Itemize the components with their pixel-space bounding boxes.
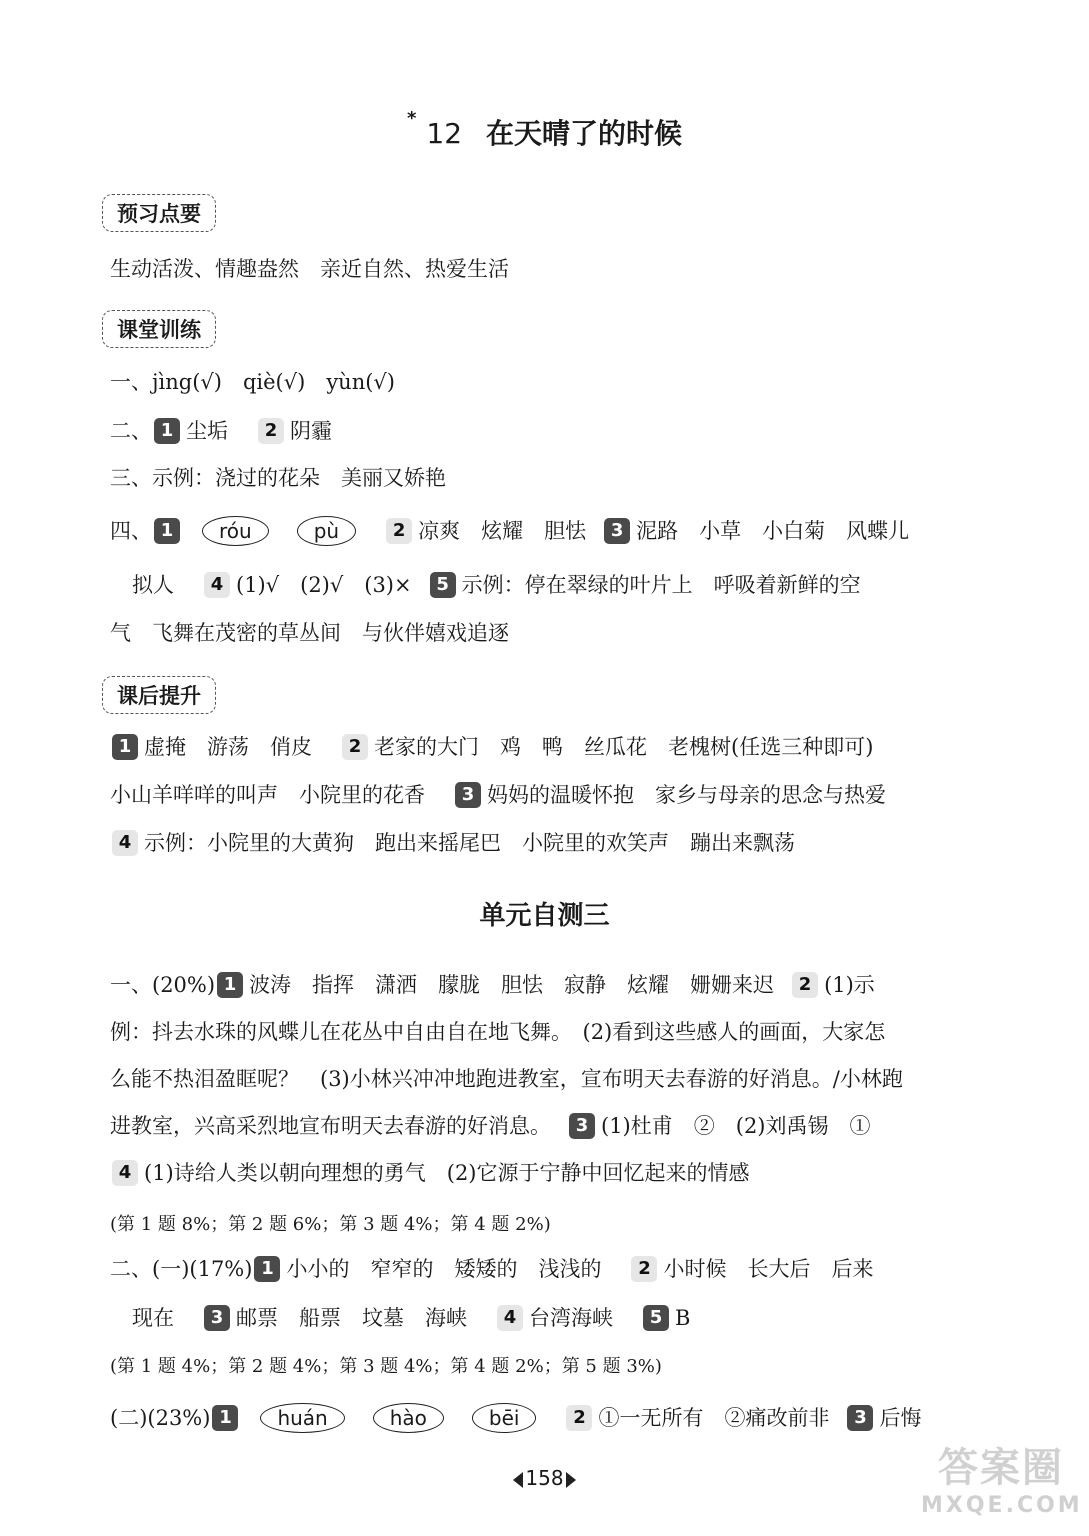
item-prefix: (二)(23%) [110, 1406, 211, 1430]
preview-line: 生动活泼、情趣盎然 亲近自然、热爱生活 [110, 257, 509, 281]
answer-text: 后悔 [879, 1406, 922, 1430]
num-badge-2: 2 [566, 1405, 592, 1431]
num-badge-2: 2 [631, 1256, 657, 1282]
lesson-name: 在天晴了的时候 [486, 117, 683, 150]
pinyin-oval: bēi [472, 1403, 537, 1433]
unit-line-2: 例：抖去水珠的风蝶儿在花丛中自由自在地飞舞。 (2)看到这些感人的画面，大家怎 [110, 1020, 886, 1044]
item-prefix: 四、 [110, 519, 152, 543]
unit-test-title: 单元自测三 [479, 901, 610, 931]
answer-text: 示例：停在翠绿的叶片上 呼吸着新鲜的空 [461, 573, 861, 597]
answer-text: 妈妈的温暖怀抱 家乡与母亲的思念与热爱 [487, 783, 886, 807]
after-line-2 [110, 780, 886, 810]
watermark-top: 答案圈 [938, 1445, 1064, 1491]
num-badge-1: 1 [154, 418, 180, 444]
item-prefix: 二、(一)(17%) [110, 1257, 253, 1281]
answer-text: 波涛 指挥 潇洒 朦胧 胆怯 寂静 炫耀 姗姗来迟 [249, 973, 775, 997]
num-badge-1: 1 [112, 734, 138, 760]
num-badge-4: 4 [112, 830, 138, 856]
unit-line-5 [110, 1158, 750, 1188]
triangle-right-icon [566, 1472, 576, 1488]
answer-text: (1)√ (2)√ (3)× [236, 573, 412, 597]
item-prefix: 二、 [110, 419, 152, 443]
num-badge-5: 5 [643, 1305, 669, 1331]
num-badge-2: 2 [386, 518, 412, 544]
unit-line-3: 么能不热泪盈眶呢？ (3)小林兴冲冲地跑进教室，宣布明天去春游的好消息。/小林跑 [110, 1067, 903, 1091]
unit-line-4 [110, 1111, 871, 1141]
answer-text: 台湾海峡 [529, 1306, 613, 1330]
answer-text: 小小的 窄窄的 矮矮的 浅浅的 [286, 1257, 602, 1281]
answer-text: 尘垢 [186, 419, 228, 443]
score-note-2: (第 1 题 4%；第 2 题 4%；第 3 题 4%；第 4 题 2%；第 5 题 3%) [110, 1356, 662, 1377]
num-badge-1: 1 [212, 1405, 238, 1431]
num-badge-3: 3 [847, 1405, 873, 1431]
answer-text: 示例：小院里的大黄狗 跑出来摇尾巴 小院里的欢笑声 蹦出来飘荡 [144, 831, 795, 855]
answer-text: 进教室，兴高采烈地宣布明天去春游的好消息。 [110, 1114, 551, 1138]
pinyin-oval: pù [297, 516, 356, 546]
answer-text: 拟人 [132, 573, 174, 597]
after-line-1 [110, 732, 873, 762]
num-badge-5: 5 [430, 572, 456, 598]
answer-text: 老家的大门 鸡 鸭 丝瓜花 老槐树(任选三种即可) [374, 735, 874, 759]
unit-line-1 [110, 970, 875, 1000]
section-preview: 预习点要 [102, 194, 216, 232]
page-number-text: 158 [525, 1466, 564, 1490]
num-badge-1: 1 [217, 972, 243, 998]
num-badge-3: 3 [604, 518, 630, 544]
unit-line-6 [110, 1254, 873, 1284]
answer-text: 小山羊咩咩的叫声 小院里的花香 [110, 783, 425, 807]
watermark-logo [921, 1436, 1081, 1526]
num-badge-2: 2 [258, 418, 284, 444]
classroom-line-6: 气 飞舞在茂密的草丛间 与伙伴嬉戏追逐 [110, 621, 509, 645]
section-after: 课后提升 [102, 676, 216, 714]
num-badge-3: 3 [204, 1305, 230, 1331]
classroom-line-3: 三、示例：浇过的花朵 美丽又娇艳 [110, 466, 446, 490]
answer-text: (1)杜甫 ② (2)刘禹锡 ① [601, 1114, 871, 1138]
answer-text: 现在 [132, 1306, 174, 1330]
triangle-left-icon [513, 1472, 523, 1488]
answer-text: B [675, 1306, 691, 1330]
answer-text: 虚掩 游荡 俏皮 [144, 735, 312, 759]
num-badge-3: 3 [569, 1113, 595, 1139]
num-badge-4: 4 [112, 1160, 138, 1186]
pinyin-oval: róu [202, 516, 269, 546]
classroom-line-1: 一、jìng(√) qiè(√) yùn(√) [110, 370, 395, 394]
answer-text: 小时候 长大后 后来 [663, 1257, 874, 1281]
classroom-line-4 [110, 516, 909, 548]
after-line-3 [110, 828, 795, 858]
num-badge-4: 4 [204, 572, 230, 598]
num-badge-4: 4 [497, 1305, 523, 1331]
lesson-title [0, 108, 1089, 152]
item-prefix: 一、(20%) [110, 973, 216, 997]
title-star: * [406, 108, 417, 129]
answer-text: (1)示 [824, 973, 875, 997]
num-badge-1: 1 [254, 1256, 280, 1282]
score-note-1: (第 1 题 8%；第 2 题 6%；第 3 题 4%；第 4 题 2%) [110, 1214, 551, 1235]
classroom-line-5 [132, 570, 861, 600]
pinyin-oval: hào [373, 1403, 444, 1433]
num-badge-1: 1 [154, 518, 180, 544]
num-badge-3: 3 [455, 782, 481, 808]
answer-text: 凉爽 炫耀 胆怯 [418, 519, 587, 543]
answer-text: 阴霾 [290, 419, 332, 443]
section-classroom: 课堂训练 [102, 310, 216, 348]
unit-line-8 [110, 1403, 921, 1435]
answer-text: ①一无所有 ②痛改前非 [598, 1406, 830, 1430]
unit-line-7 [132, 1303, 690, 1333]
pinyin-oval: huán [260, 1403, 344, 1433]
answer-text: 邮票 船票 坟墓 海峡 [236, 1306, 467, 1330]
classroom-line-2 [110, 416, 332, 446]
num-badge-2: 2 [792, 972, 818, 998]
answer-text: (1)诗给人类以朝向理想的勇气 (2)它源于宁静中回忆起来的情感 [144, 1161, 750, 1185]
answer-text: 泥路 小草 小白菊 风蝶儿 [636, 519, 910, 543]
num-badge-2: 2 [342, 734, 368, 760]
watermark-bottom: MXQE.COM [921, 1493, 1083, 1518]
lesson-number: 12 [426, 117, 463, 150]
